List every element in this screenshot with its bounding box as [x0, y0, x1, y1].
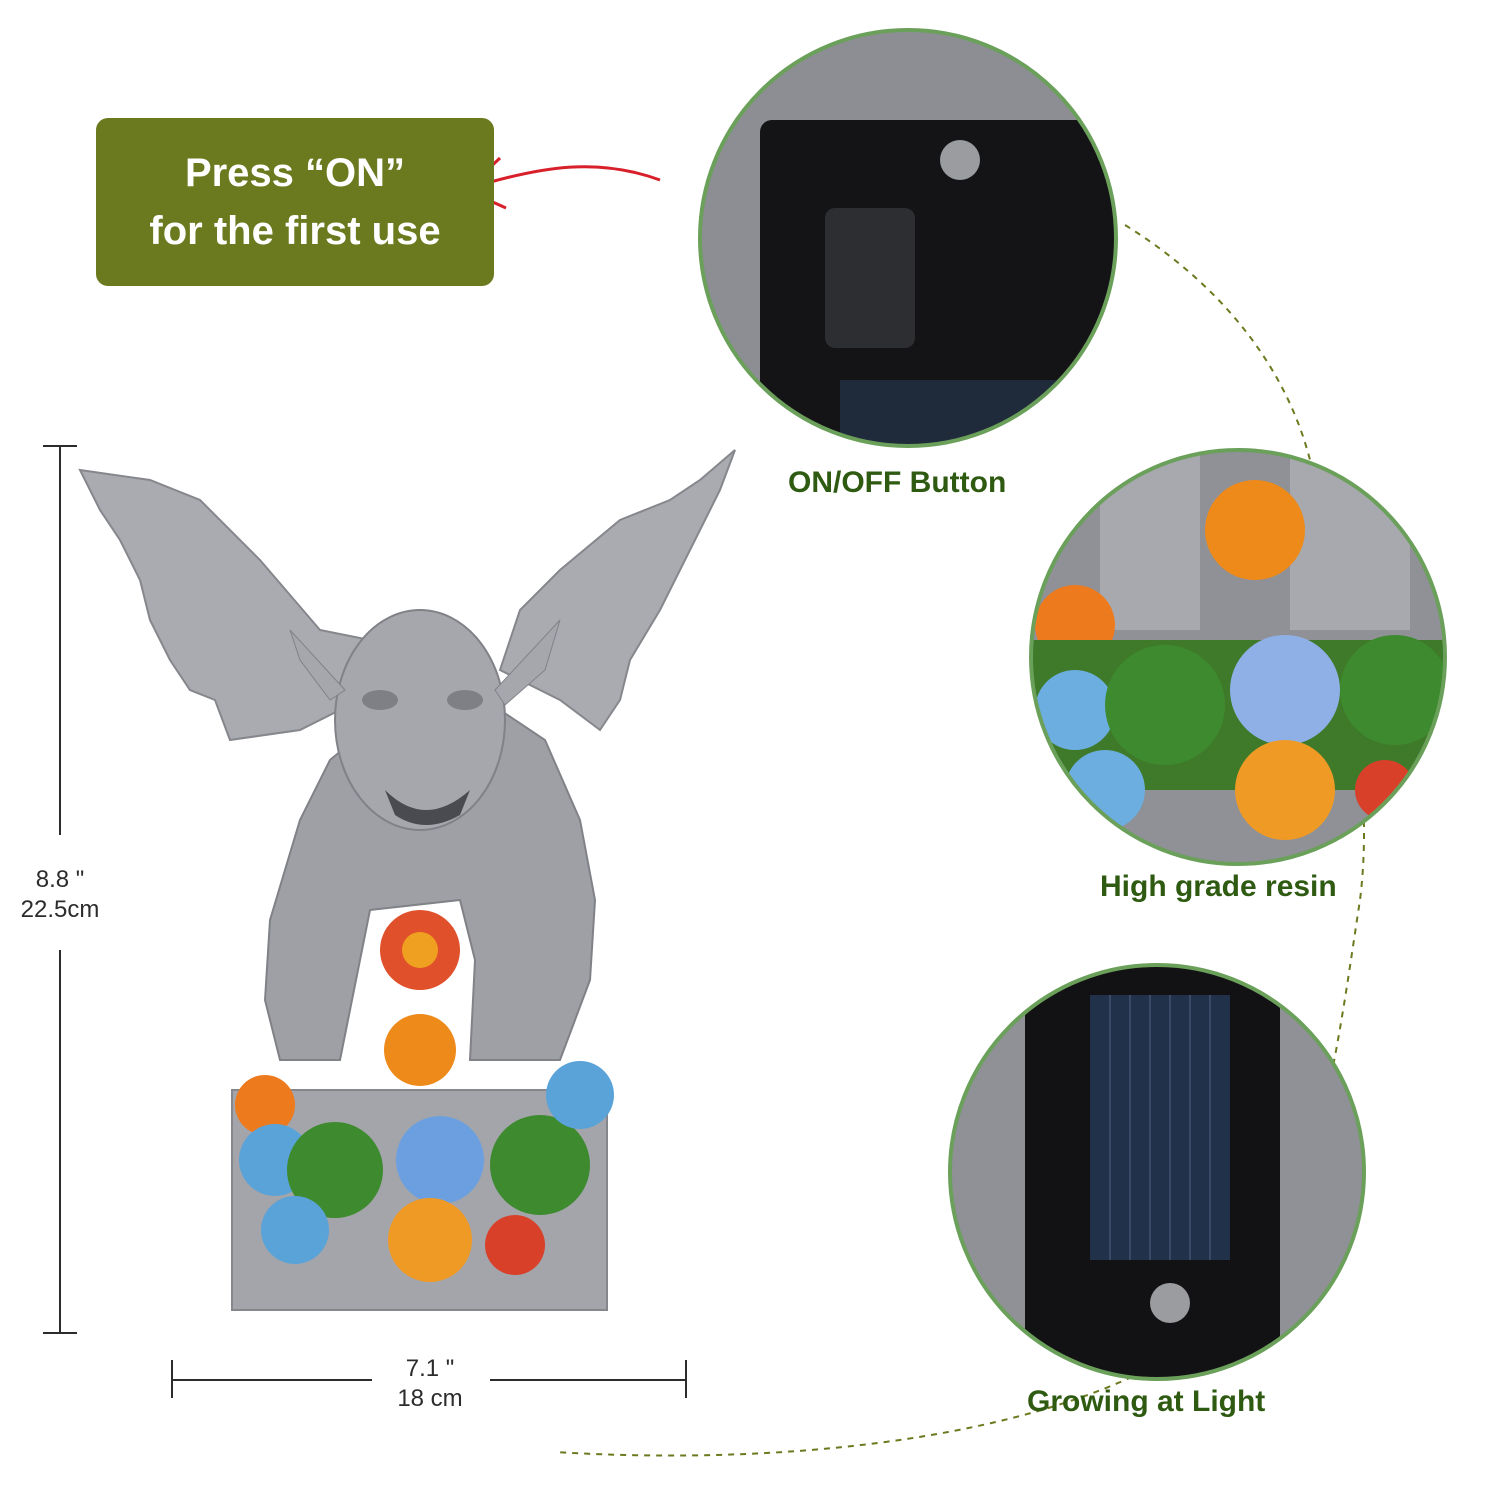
gargoyle-statue — [80, 450, 735, 1310]
red-arrow — [470, 167, 660, 188]
onoff-button-label: ON/OFF Button — [788, 466, 1007, 499]
height-dimension — [0, 865, 120, 925]
right-wing — [500, 450, 735, 730]
base-flower — [388, 1198, 472, 1282]
base-flower — [490, 1115, 590, 1215]
height-cm: 22.5cm — [20, 896, 100, 923]
right-eye — [447, 690, 483, 710]
width-inches: 7.1 " — [405, 1355, 455, 1382]
chest-flower-center — [402, 932, 438, 968]
first-use-callout — [96, 118, 494, 286]
callout-line-2: for the first use — [149, 209, 441, 253]
resin-label: High grade resin — [1100, 870, 1337, 903]
base-flower — [396, 1116, 484, 1204]
base-flower — [546, 1061, 614, 1129]
light-label: Growing at Light — [1027, 1385, 1266, 1418]
height-inches: 8.8 " — [35, 866, 85, 893]
callout-line-1: Press “ON” — [184, 151, 406, 195]
width-dimension — [370, 1354, 490, 1414]
screw-icon — [940, 140, 980, 180]
gargoyle-head — [335, 610, 505, 830]
base-flower — [485, 1215, 545, 1275]
screw-icon — [1150, 1283, 1190, 1323]
left-eye — [362, 690, 398, 710]
onoff-switch — [825, 208, 915, 348]
onoff-button-photo — [700, 30, 1130, 460]
chest-flower-orange — [384, 1014, 456, 1086]
left-wing — [80, 470, 370, 740]
width-cm: 18 cm — [397, 1385, 463, 1412]
base-flower — [261, 1196, 329, 1264]
